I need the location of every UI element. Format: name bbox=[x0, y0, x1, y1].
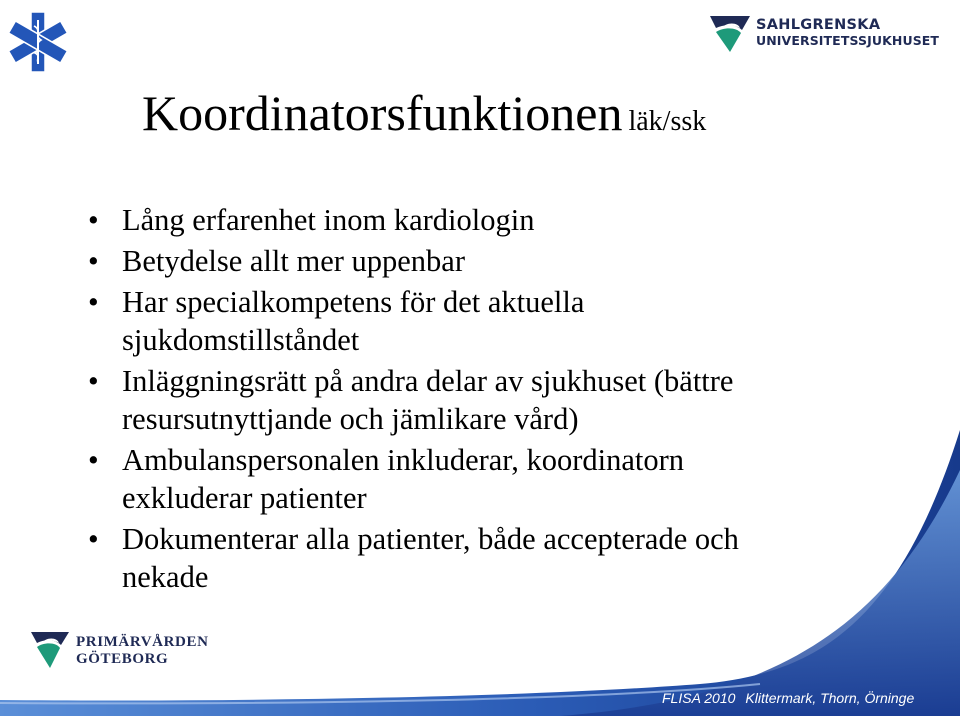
sahlgrenska-name: SAHLGRENSKA bbox=[756, 17, 881, 33]
bullet-text-line: Dokumenterar alla patienter, både accepterade och bbox=[122, 522, 739, 556]
sahlgrenska-emblem-icon bbox=[708, 12, 752, 54]
primarvarden-emblem-icon bbox=[30, 628, 70, 670]
sahlgrenska-subtitle: UNIVERSITETSSJUKHUSET bbox=[756, 33, 940, 48]
footer-authors: Klittermark, Thorn, Örninge bbox=[745, 690, 915, 706]
primarvarden-logo bbox=[30, 628, 230, 674]
footer bbox=[662, 690, 914, 706]
bullet-text-line: Ambulanspersonalen inkluderar, koordinatorn bbox=[122, 443, 685, 477]
list-item bbox=[88, 441, 888, 517]
bullet-dot: • bbox=[88, 522, 99, 556]
title-main: Koordinatorsfunktionen bbox=[142, 85, 623, 141]
bullet-text-line: Har specialkompetens för det aktuella bbox=[122, 285, 585, 319]
bullet-list bbox=[88, 201, 888, 599]
list-item bbox=[88, 201, 888, 239]
bullet-dot: • bbox=[88, 364, 99, 398]
bullet-dot: • bbox=[88, 203, 99, 237]
bullet-text-line: exkluderar patienter bbox=[122, 481, 367, 515]
bullet-text: Betydelse allt mer uppenbar bbox=[122, 244, 466, 278]
primarvarden-city: GÖTEBORG bbox=[76, 651, 169, 667]
title-sub: läk/ssk bbox=[628, 106, 707, 137]
bullet-dot: • bbox=[88, 244, 99, 278]
list-item bbox=[88, 362, 888, 438]
bullet-text-line: Inläggningsrätt på andra delar av sjukhuset (bättre bbox=[122, 364, 734, 398]
page-title bbox=[142, 84, 706, 142]
star-of-life-icon bbox=[6, 10, 70, 74]
bullet-dot: • bbox=[88, 443, 99, 477]
primarvarden-name: PRIMÄRVÅRDEN bbox=[76, 634, 209, 650]
bullet-text-line: sjukdomstillståndet bbox=[122, 323, 360, 357]
list-item bbox=[88, 520, 888, 596]
bullet-dot: • bbox=[88, 285, 99, 319]
bullet-text: Lång erfarenhet inom kardiologin bbox=[122, 203, 535, 237]
sahlgrenska-logo bbox=[708, 12, 953, 54]
bullet-text-line: nekade bbox=[122, 560, 209, 594]
bullet-text-line: resursutnyttjande och jämlikare vård) bbox=[122, 402, 579, 436]
footer-event: FLISA 2010 bbox=[662, 690, 736, 706]
list-item bbox=[88, 283, 888, 359]
list-item bbox=[88, 242, 888, 280]
